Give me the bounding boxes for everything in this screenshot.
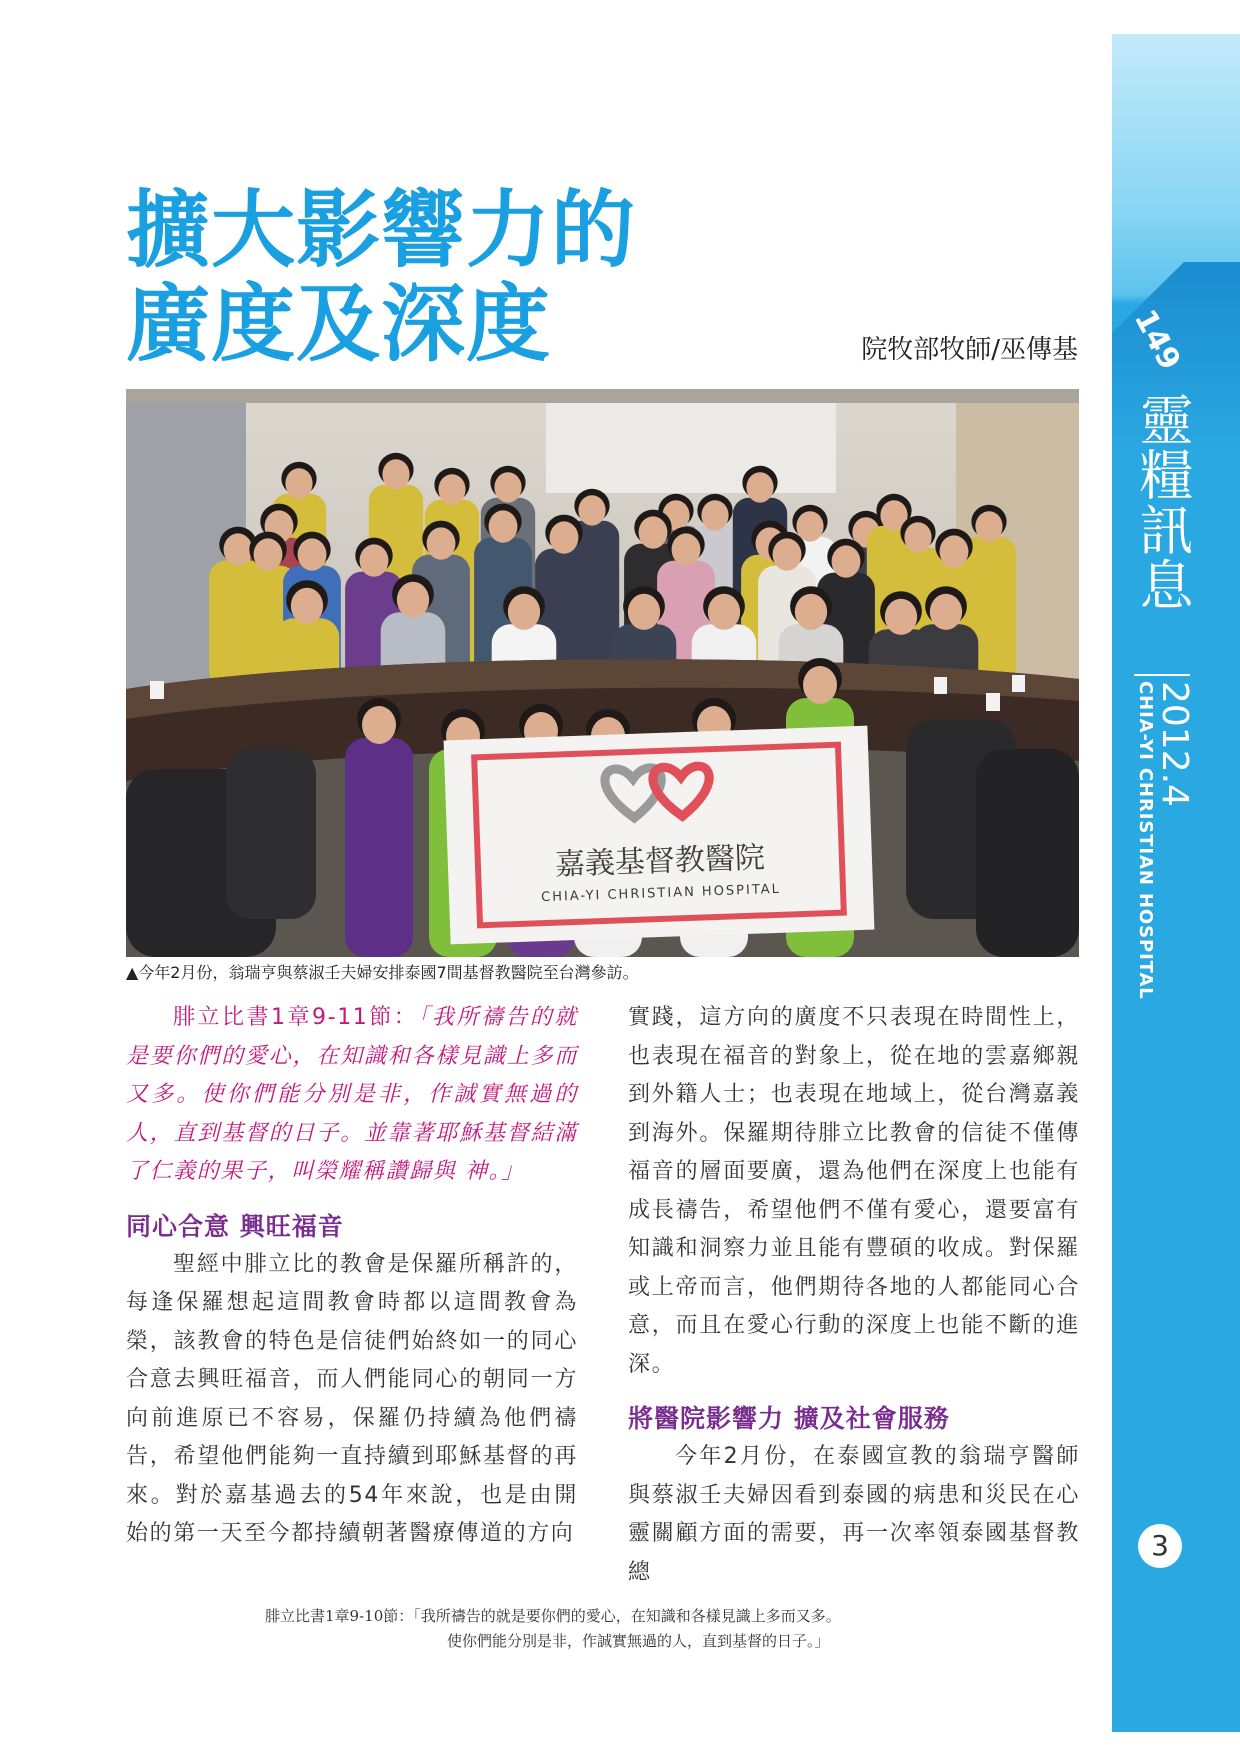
- hospital-banner: [444, 726, 875, 945]
- person-face: [291, 588, 323, 624]
- group-photo-illustration: [126, 389, 1079, 957]
- person-face: [975, 511, 1002, 541]
- sidebar-tab-shape: [1112, 34, 1240, 1732]
- person-face: [508, 594, 540, 630]
- scripture-quote: 「我所禱告的就是要你們的愛心，在知識和各樣見識上多而又多。使你們能分別是非，作誠實無過的人，直到基督的日子。並靠著耶穌基督結滿了仁義的果子，叫榮耀稱讚歸與 神。」: [126, 1005, 578, 1184]
- person-body: [345, 738, 413, 957]
- right-column: [628, 999, 1080, 1592]
- cup: [986, 693, 1000, 711]
- footer-verse-line-2: 使你們能分別是非，作誠實無過的人，直到基督的日子。」: [447, 1632, 830, 1650]
- person-face: [672, 533, 701, 565]
- ceiling: [126, 389, 1079, 403]
- paragraph-3: 今年2月份，在泰國宣教的翁瑞亨醫師與蔡淑壬夫婦因看到泰國的病患和災民在心靈關顧方面的需要，再一次率領泰國基督教總: [628, 1444, 1080, 1585]
- person-face: [904, 522, 931, 552]
- scripture-reference: 腓立比書1章9-11節：: [173, 1005, 419, 1030]
- person-face: [254, 538, 283, 570]
- banner-english-name: CHIA-YI CHRISTIAN HOSPITAL: [540, 881, 782, 906]
- person-face: [803, 666, 837, 704]
- scripture-paragraph: [126, 999, 578, 1192]
- author-byline: 院牧部牧師/巫傳基: [861, 335, 1078, 365]
- cup: [1012, 675, 1025, 692]
- banner-chinese-name: 嘉義基督教醫院: [554, 840, 766, 883]
- person-face: [708, 594, 740, 630]
- person-face: [382, 459, 409, 489]
- person-face: [298, 538, 327, 570]
- person-face: [427, 527, 456, 559]
- person-face: [773, 538, 802, 570]
- person-face: [639, 516, 668, 548]
- page-number: 3: [1138, 1524, 1182, 1568]
- person-face: [489, 510, 518, 542]
- issue-number: 149: [1126, 304, 1188, 376]
- cup: [150, 681, 164, 699]
- person-face: [885, 599, 917, 635]
- chair: [226, 749, 316, 919]
- person-face: [940, 535, 969, 567]
- person-face: [494, 472, 521, 502]
- paragraph-2: 實踐，這方向的廣度不只表現在時間性上，也表現在福音的對象上，從在地的雲嘉鄉親到外籍人士；也表現在地域上，從台灣嘉義到海外。保羅期待腓立比教會的信徒不僅傳福音的層面要廣，還為他們在深度上也能有成長禱告，希望他們不僅有愛心，還要富有知識和洞察力並且能有豐碩的收成。對保羅或上帝而言，他們期待各地的人都能同心合意，而且在愛心行動的深度上也能不斷的進深。: [628, 1005, 1080, 1377]
- issue-date: 2012.4: [1154, 681, 1195, 807]
- photo-caption: ▲今年2月份，翁瑞亨與蔡淑壬夫婦安排泰國7間基督教醫院至台灣參訪。: [126, 963, 639, 982]
- person-face: [550, 521, 579, 553]
- person-face: [832, 545, 861, 577]
- article-title-line-1: 擴大影響力的: [126, 180, 637, 279]
- chair: [976, 749, 1079, 957]
- person-face: [362, 706, 396, 744]
- person-face: [628, 594, 660, 630]
- person-face: [930, 594, 962, 630]
- person-face: [285, 468, 312, 498]
- projection-screen: [546, 403, 836, 493]
- person-face: [795, 594, 827, 630]
- hospital-english-name: CHIA-YI CHRISTIAN HOSPITAL: [1135, 681, 1156, 1000]
- article-title: [126, 180, 637, 373]
- person-face: [796, 511, 823, 541]
- left-column: [126, 999, 578, 1554]
- sidebar-strip: [1112, 34, 1240, 1732]
- person-face: [701, 500, 728, 530]
- magazine-title: 靈糧訊息: [1131, 392, 1194, 612]
- person-face: [224, 533, 253, 565]
- cup: [934, 677, 947, 694]
- person-face: [746, 472, 773, 502]
- person-face: [360, 544, 389, 576]
- article-title-line-2: 廣度及深度: [126, 274, 552, 373]
- group-photo: [126, 389, 1079, 957]
- section-heading-1: 同心合意 興旺福音: [126, 1211, 344, 1241]
- footer-verse-line-1: 腓立比書1章9-10節：「我所禱告的就是要你們的愛心，在知識和各樣見識上多而又多。: [265, 1607, 841, 1625]
- person-face: [438, 474, 465, 504]
- person-face: [578, 495, 605, 525]
- person-face: [397, 582, 429, 618]
- section-heading-2: 將醫院影響力 擴及社會服務: [628, 1404, 950, 1433]
- sidebar-divider: [1134, 674, 1190, 676]
- paragraph-1: 聖經中腓立比的教會是保羅所稱許的，每逢保羅想起這間教會時都以這間教會為榮，該教會的特色是信徒們始終如一的同心合意去興旺福音，而人們能同心的朝同一方向前進原已不容易，保羅仍持續為他們禱告，希望他們能夠一直持續到耶穌基督的再來。對於嘉基過去的54年來說，也是由開始的第一天至今都持續朝著醫療傳道的方向: [126, 1251, 578, 1546]
